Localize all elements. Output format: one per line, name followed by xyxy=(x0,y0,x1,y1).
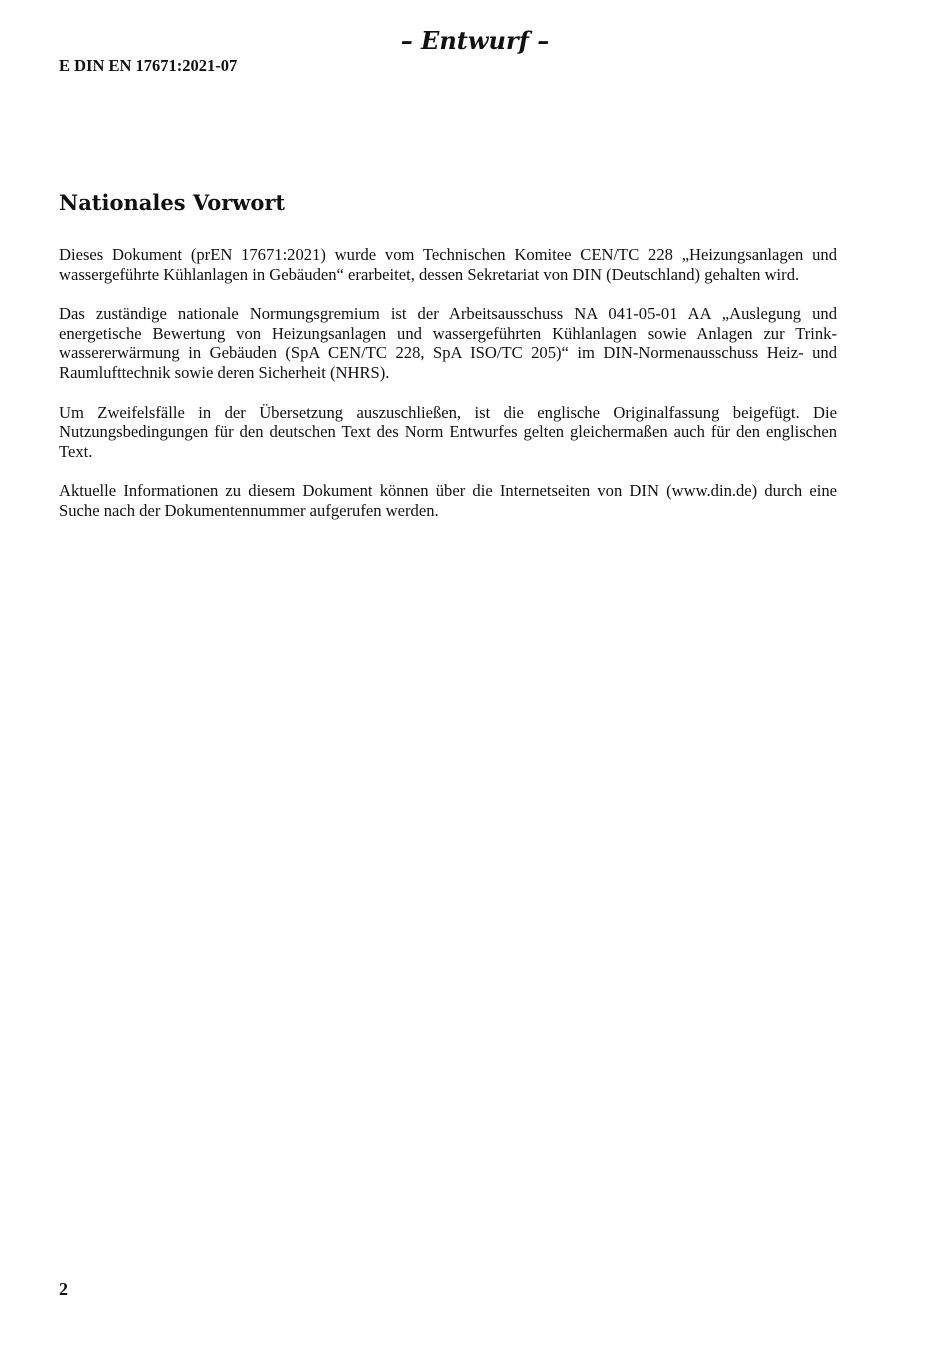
draft-watermark-label: – Entwurf – xyxy=(400,26,550,55)
section-title: Nationales Vorwort xyxy=(59,190,286,215)
page-number: 2 xyxy=(59,1279,68,1299)
document-id: E DIN EN 17671:2021-07 xyxy=(59,56,238,75)
paragraph-translation: Um Zweifelsfälle in der Übersetzung auszuschließen, ist die englische Originalfassung beigefügt. Die Nutzungsbedingungen für den deutschen Text des Norm Entwurfes gelten gleichermaßen auch für den englischen Text. xyxy=(59,402,837,461)
paragraph-responsible-body: Das zuständige nationale Normungsgremium ist der Arbeitsausschuss NA 041-05-01 AA „Auslegung und energetische Bewertung von Heizungsanlagen und wassergeführten Kühlanlagen sowie Anlagen zur Trink-wassererwärmung in Gebäuden (SpA CEN/TC 228, SpA ISO/TC 205)“ im DIN-Normenausschuss Heiz- und Raumlufttechnik sowie deren Sicherheit (NHRS). xyxy=(59,304,837,382)
paragraph-committee: Dieses Dokument (prEN 17671:2021) wurde vom Technischen Komitee CEN/TC 228 „Heizungsanlagen und wassergeführte Kühlanlagen in Gebäuden“ erarbeitet, dessen Sekretariat von DIN (Deutschland) gehalten wird. xyxy=(59,245,837,284)
national-foreword-section xyxy=(59,188,837,541)
paragraph-information: Aktuelle Informationen zu diesem Dokument können über die Internetseiten von DIN (www.din.de) durch eine Suche nach der Dokumentennummer aufgerufen werden. xyxy=(59,481,837,520)
